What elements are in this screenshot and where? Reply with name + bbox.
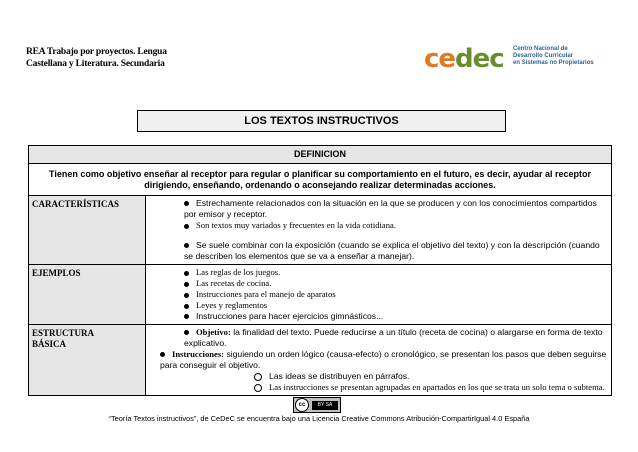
header-line-1: REA Trabajo por proyectos. Lengua [26, 47, 167, 57]
list-item: Instrucciones para el manejo de aparatos [150, 289, 607, 300]
bullet-icon [184, 243, 189, 248]
bullet-icon [184, 271, 189, 276]
table-row [29, 325, 612, 396]
bullet-icon [184, 304, 189, 309]
sub-list-item: Las ideas se distribuyen en párrafos. [150, 371, 607, 382]
list-item: Las recetas de cocina. [150, 278, 607, 289]
bullet-icon [184, 293, 189, 298]
circle-bullet-icon [254, 384, 262, 392]
list-item: Estrechamente relacionados con la situación en la que se producen y con los conocimientos compartidos por emisor y receptor. [184, 198, 597, 219]
license-footer: “Teoría Textos instructivos”, de CeDeC se encuentra bajo una Licencia Creative Commons Atribución-CompartirIgual 4.0 España [108, 414, 530, 423]
list-item: Objetivo: la finalidad del texto. Puede reducirse a un título (receta de cocina) o alargarse en forma de texto explicativo. [184, 327, 603, 348]
table-row [29, 265, 612, 325]
by-sa-icon: BY SA [312, 401, 338, 410]
estructura-label: ESTRUCTURA BÁSICA [29, 325, 146, 396]
cedec-logo [424, 44, 624, 74]
content-table [28, 145, 612, 396]
cc-icon: cc [295, 398, 309, 412]
bullet-icon [184, 282, 189, 287]
creative-commons-badge [293, 397, 341, 413]
list-item: Las reglas de los juegos. [150, 267, 607, 278]
list-item: Instrucciones: siguiendo un orden lógico (causa-efecto) o cronológico, se presentan los pasos que deben seguirse para conseguir el objetivo. [160, 349, 607, 370]
logo-subtitle: Centro Nacional de Desarrollo Curricular en Sistemas no Propietarios [513, 46, 594, 66]
list-item: Se suele combinar con la exposición (cuando se explica el objetivo del texto) y con la descripción (cuando se describen los elementos que se va a enseñar a manejar). [184, 240, 600, 261]
bullet-icon [160, 352, 165, 357]
document-header [26, 46, 226, 70]
list-item: Instrucciones para hacer ejercicios gimnásticos... [150, 311, 607, 322]
definicion-heading: DEFINICION [29, 146, 612, 164]
table-row [29, 196, 612, 265]
list-item: Leyes y reglamentos [150, 300, 607, 311]
bullet-icon [184, 314, 189, 319]
caracteristicas-label: CARACTERÍSTICAS [29, 196, 146, 265]
list-item: Son textos muy variados y frecuentes en la vida cotidiana. [150, 220, 607, 231]
circle-bullet-icon [254, 373, 262, 381]
definicion-text: Tienen como objetivo enseñar al receptor para regular o planificar su comportamiento en el futuro, es decir, ayudar al receptor dirigiendo, enseñando, ordenando o aconsejando realizar determinadas acciones. [29, 164, 612, 196]
header-line-2: Castellana y Literatura. Secundaria [26, 59, 165, 69]
sub-list-item: Las instrucciones se presentan agrupadas en apartados en los que se trata un solo tema o subtema. [150, 382, 607, 393]
page-title: LOS TEXTOS INSTRUCTIVOS [137, 110, 506, 132]
logo-word: cedec [424, 44, 504, 74]
bullet-icon [184, 201, 189, 206]
bullet-icon [184, 224, 189, 229]
bullet-icon [184, 330, 189, 335]
ejemplos-label: EJEMPLOS [29, 265, 146, 325]
